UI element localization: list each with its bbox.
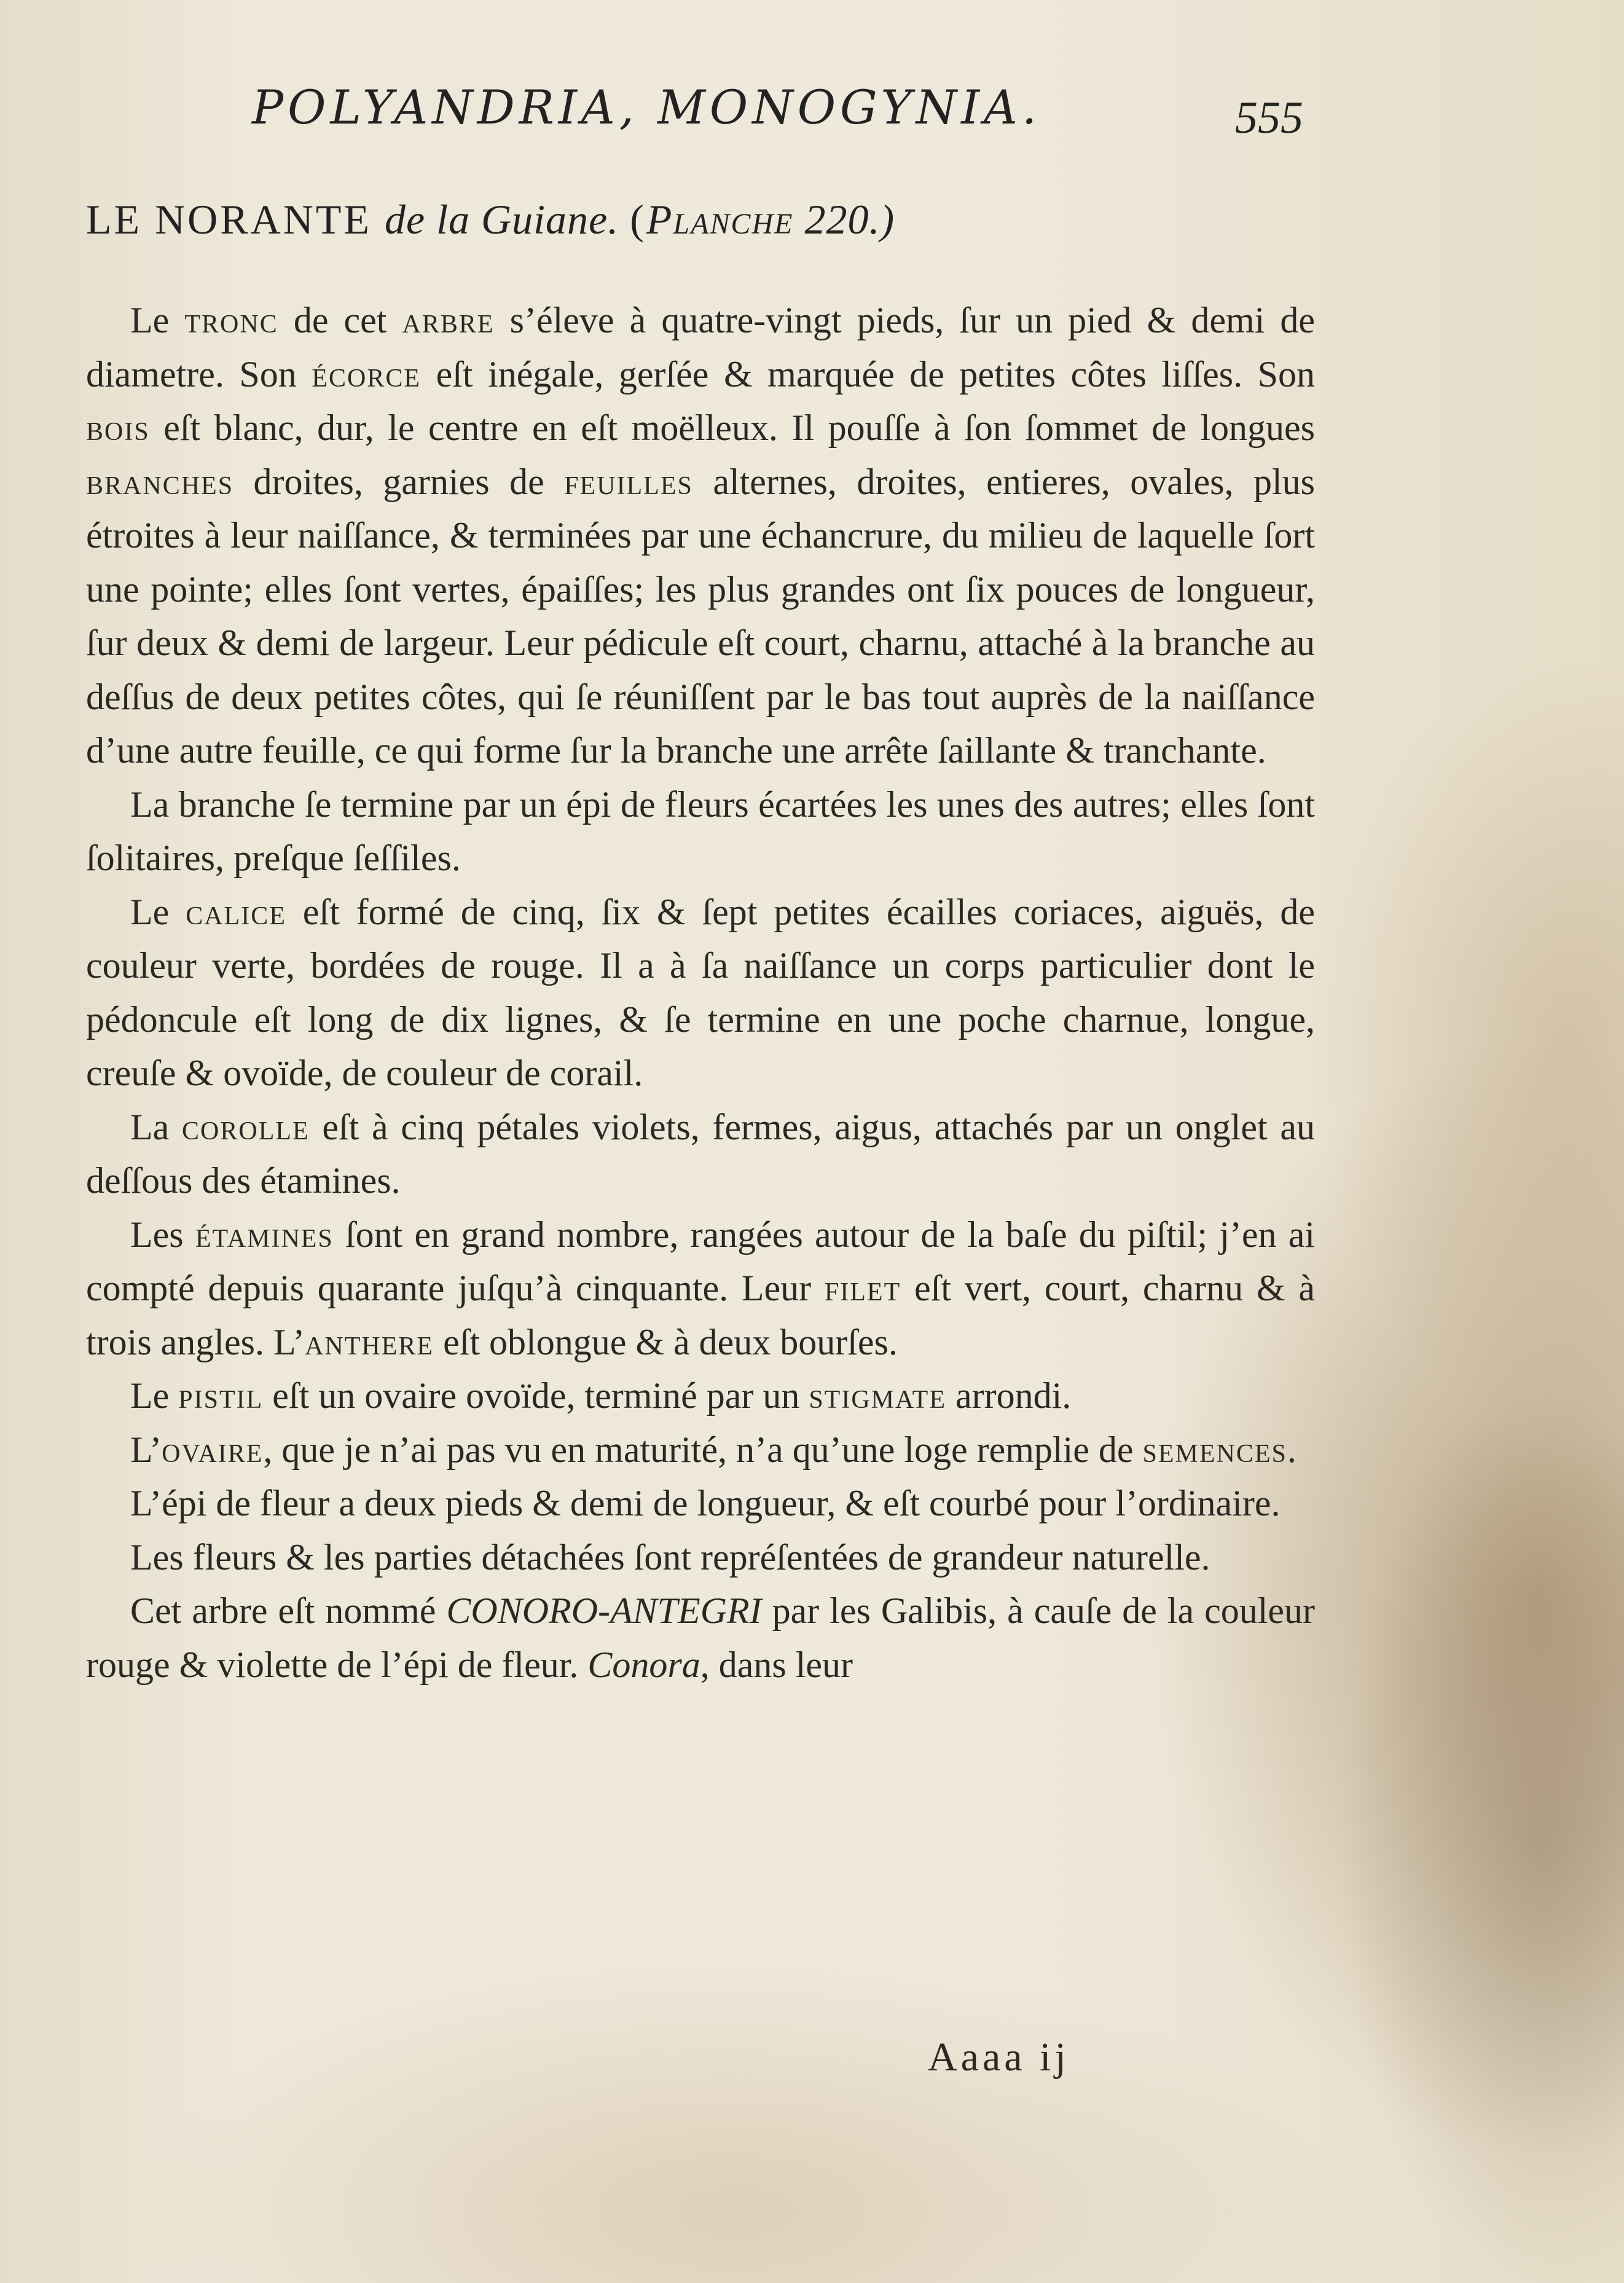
paragraph-spike-length: L’épi de fleur a deux pieds & demi de longueur, & eſt courbé pour l’ordinaire. bbox=[130, 1483, 1281, 1523]
text-run: L’ bbox=[130, 1429, 162, 1470]
text-run: Les bbox=[130, 1214, 195, 1255]
text-run: eſt oblongue & à deux bourſes. bbox=[434, 1321, 898, 1362]
text-run: , que je n’ai pas vu en maturité, n’a qu’une loge remplie de bbox=[263, 1429, 1143, 1470]
paragraph-trunk bbox=[86, 294, 1315, 778]
term-pistil: pistil bbox=[178, 1375, 264, 1416]
water-stain bbox=[1321, 1352, 1624, 2283]
term-conoro-antegri: CONORO-ANTEGRI bbox=[446, 1590, 762, 1631]
term-bois: bois bbox=[86, 407, 150, 448]
text-run: arrondi. bbox=[946, 1375, 1072, 1416]
body-text bbox=[86, 294, 1315, 1692]
term-conora: Conora bbox=[587, 1644, 700, 1685]
text-run: Le bbox=[130, 1375, 179, 1416]
paragraph-stamens bbox=[86, 1208, 1315, 1370]
term-ovaire: ovaire bbox=[162, 1429, 264, 1470]
text-run: , dans leur bbox=[700, 1644, 853, 1685]
signature-mark: Aaaa ij bbox=[928, 2035, 1070, 2080]
paragraph-name-origin bbox=[86, 1584, 1315, 1692]
text-run: ſont en grand nombre, rangées autour de la baſe du piſtil; j’en ai compté depuis quarante juſqu’à cinquante. Leur bbox=[86, 1214, 1315, 1308]
text-run: eſt à cinq pétales violets, fermes, aigus, attachés par un onglet au deſſous des étamines. bbox=[86, 1106, 1316, 1201]
paragraph-flower-spike: La branche ſe termine par un épi de fleurs écartées les unes des autres; elles ſont ſolitaires, preſque ſeſſiles. bbox=[86, 784, 1315, 878]
text-run: Le bbox=[130, 300, 185, 340]
term-semences: semences bbox=[1142, 1429, 1287, 1470]
text-run: alternes, droites, entieres, ovales, plus étroites à leur naiſſance, & terminées par une échancrure, du milieu de laquelle ſort une pointe; elles ſont vertes, épaiſſes; les plus grandes ont ſix pouces de longueur, ſur deux & demi de largeur. Leur pédicule eſt court, charnu, attaché à la branche au deſſus de deux petites côtes, qui ſe réuniſſent par le bas tout auprès de la naiſſance d’une autre feuille, ce qui forme ſur la branche une arrête ſaillante & tranchante. bbox=[86, 461, 1315, 771]
running-title: POLYANDRIA, MONOGYNIA. bbox=[252, 80, 1041, 135]
text-run: eſt formé de cinq, ſix & ſept petites écailles coriaces, aiguës, de couleur verte, bordées de rouge. Il a à ſa naiſſance un corps particulier dont le pédoncule eſt long de dix lignes, & ſe termine en une poche charnue, longue, creuſe & ovoïde, de couleur de corail. bbox=[86, 891, 1315, 1093]
text-run: eſt blanc, dur, le centre en eſt moëlleux. Il pouſſe à ſon ſommet de longues bbox=[149, 407, 1315, 448]
text-run: de cet bbox=[278, 300, 402, 340]
text-run: La bbox=[130, 1106, 182, 1147]
page-number: 555 bbox=[1235, 93, 1303, 143]
text-run: eſt vert, court, charnu & à trois angles. L’ bbox=[86, 1268, 1315, 1362]
term-corolle: corolle bbox=[182, 1106, 310, 1147]
text-run: droites, garnies de bbox=[233, 461, 565, 502]
paragraph-pistil bbox=[86, 1369, 1315, 1423]
paragraph-corolla bbox=[86, 1101, 1315, 1208]
text-run: s’éleve à quatre-vingt pieds, ſur un pied & demi de diametre. Son bbox=[86, 300, 1316, 395]
term-tronc: tronc bbox=[184, 300, 278, 340]
text-run: Le bbox=[130, 891, 186, 932]
text-run: eſt inégale, gerſée & marquée de petites côtes liſſes. Son bbox=[421, 353, 1315, 395]
heading-plate-number: 220.) bbox=[793, 196, 895, 243]
term-ecorce: écorce bbox=[312, 353, 422, 395]
text-run: . bbox=[1287, 1429, 1296, 1470]
term-stigmate: stigmate bbox=[809, 1375, 946, 1416]
term-anthere: anthere bbox=[305, 1321, 434, 1362]
term-etamines: étamines bbox=[195, 1214, 334, 1255]
paragraph-ovary bbox=[86, 1423, 1315, 1477]
text-run: eſt un ovaire ovoïde, terminé par un bbox=[263, 1375, 809, 1416]
paragraph-natural-size: Les fleurs & les parties détachées ſont repréſentées de grandeur naturelle. bbox=[130, 1536, 1210, 1578]
heading-name: LE NORANTE bbox=[86, 196, 385, 243]
term-calice: calice bbox=[186, 891, 286, 932]
text-run: par les Galibis, à cauſe de la couleur rouge & violette de l’épi de fleur. bbox=[86, 1590, 1315, 1685]
term-feuilles: feuilles bbox=[564, 461, 693, 502]
section-heading bbox=[86, 195, 895, 244]
heading-place: de la Guiane. bbox=[384, 196, 630, 243]
heading-plate-label: Planche bbox=[646, 196, 794, 243]
paragraph-calyx bbox=[86, 886, 1315, 1101]
term-arbre: arbre bbox=[402, 300, 495, 340]
term-filet: filet bbox=[824, 1268, 901, 1308]
text-run: Cet arbre eſt nommé bbox=[130, 1590, 447, 1631]
running-head bbox=[0, 80, 1624, 147]
heading-open-paren: ( bbox=[630, 196, 646, 243]
term-branches: branches bbox=[86, 461, 234, 502]
